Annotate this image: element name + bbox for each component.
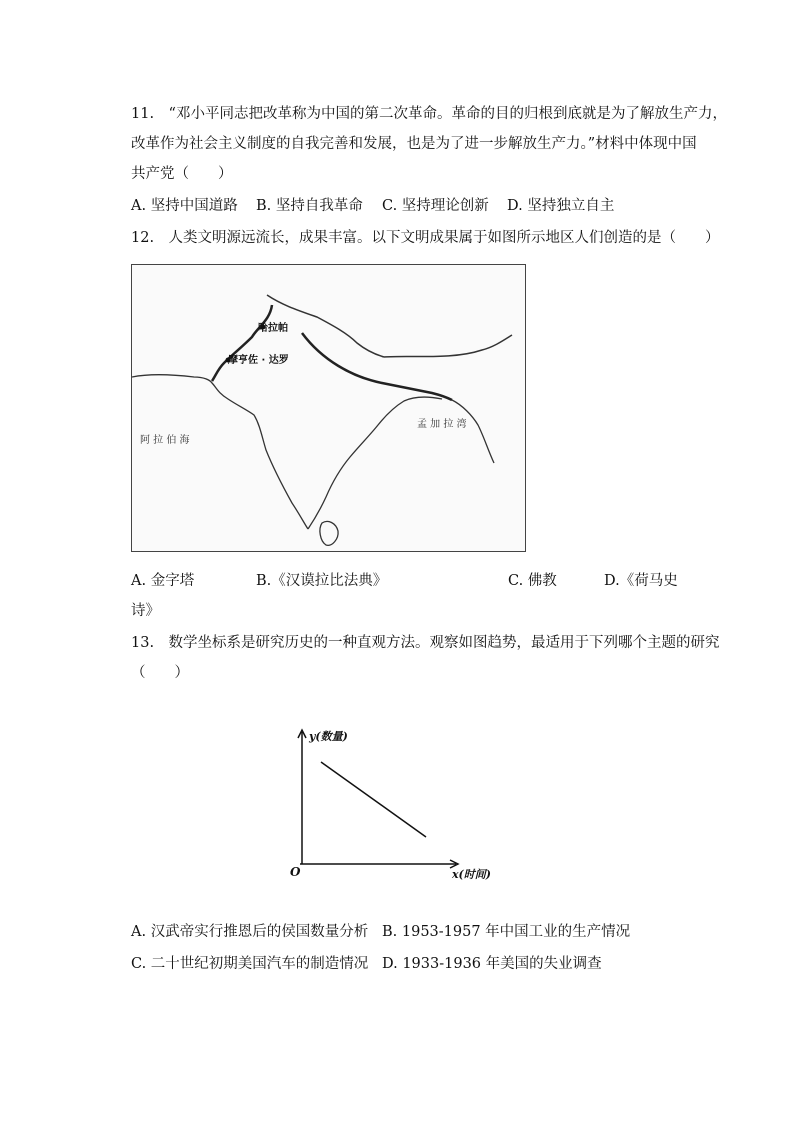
brahmaputra-river [384,335,512,357]
map-figure [132,265,525,551]
sri-lanka-island [320,521,338,545]
q13-option-a: A. 汉武帝实行推恩后的侯国数量分析 [131,924,369,940]
origin-label: O [290,865,301,879]
mohenjo-daro-label: 摩亨佐 · 达罗 [228,355,289,366]
south-asia-map [131,264,526,552]
q12-option-d: D.《荷马史 [604,573,678,589]
q11-stem-line1: 11. “邓小平同志把改革称为中国的第二次革命。革命的目的归根到底就是为了解放生产力， [131,106,727,122]
q12-stem: 12. 人类文明源远流长，成果丰富。以下文明成果属于如图所示地区人们创造的是（ ） [131,230,720,246]
q13-option-b: B. 1953-1957 年中国工业的生产情况 [382,924,631,940]
q12-option-c: C. 佛教 [508,573,557,589]
x-axis-label: x(时间) [452,868,491,881]
q12-option-d-continued: 诗》 [131,603,160,619]
q13-option-d: D. 1933-1936 年美国的失业调查 [382,956,602,972]
ganges-river [302,333,452,400]
y-axis-label: y(数量) [309,730,348,743]
q11-option-b: B. 坚持自我革命 [256,198,363,214]
q11-option-c: C. 坚持理论创新 [382,198,489,214]
q11-stem-line2: 改革作为社会主义制度的自我完善和发展，也是为了进一步解放生产力。”材料中体现中国 [131,136,697,152]
q13-stem: 13. 数学坐标系是研究历史的一种直观方法。观察如图趋势，最适用于下列哪个主题的研究 [131,635,720,651]
q12-option-b: B.《汉谟拉比法典》 [256,573,388,589]
trend-graph-svg [286,726,508,886]
bay-of-bengal-label: 孟 加 拉 湾 [417,419,467,430]
q13-stem-line2: （ ） [131,665,189,681]
q11-option-d: D. 坚持独立自主 [507,198,615,214]
q12-option-a: A. 金字塔 [131,573,195,589]
q13-option-c: C. 二十世纪初期美国汽车的制造情况 [131,956,369,972]
eastern-coastline [308,397,442,529]
trend-line [321,762,426,837]
harappa-label: 哈拉帕 [258,323,288,334]
q11-option-a: A. 坚持中国道路 [131,198,238,214]
trend-graph [286,726,508,886]
indus-river [212,305,272,381]
burma-coastline [452,400,494,463]
western-coastline [132,375,308,529]
arabian-sea-label: 阿 拉 伯 海 [140,435,190,446]
q11-stem-line3: 共产党（ ） [131,166,233,182]
